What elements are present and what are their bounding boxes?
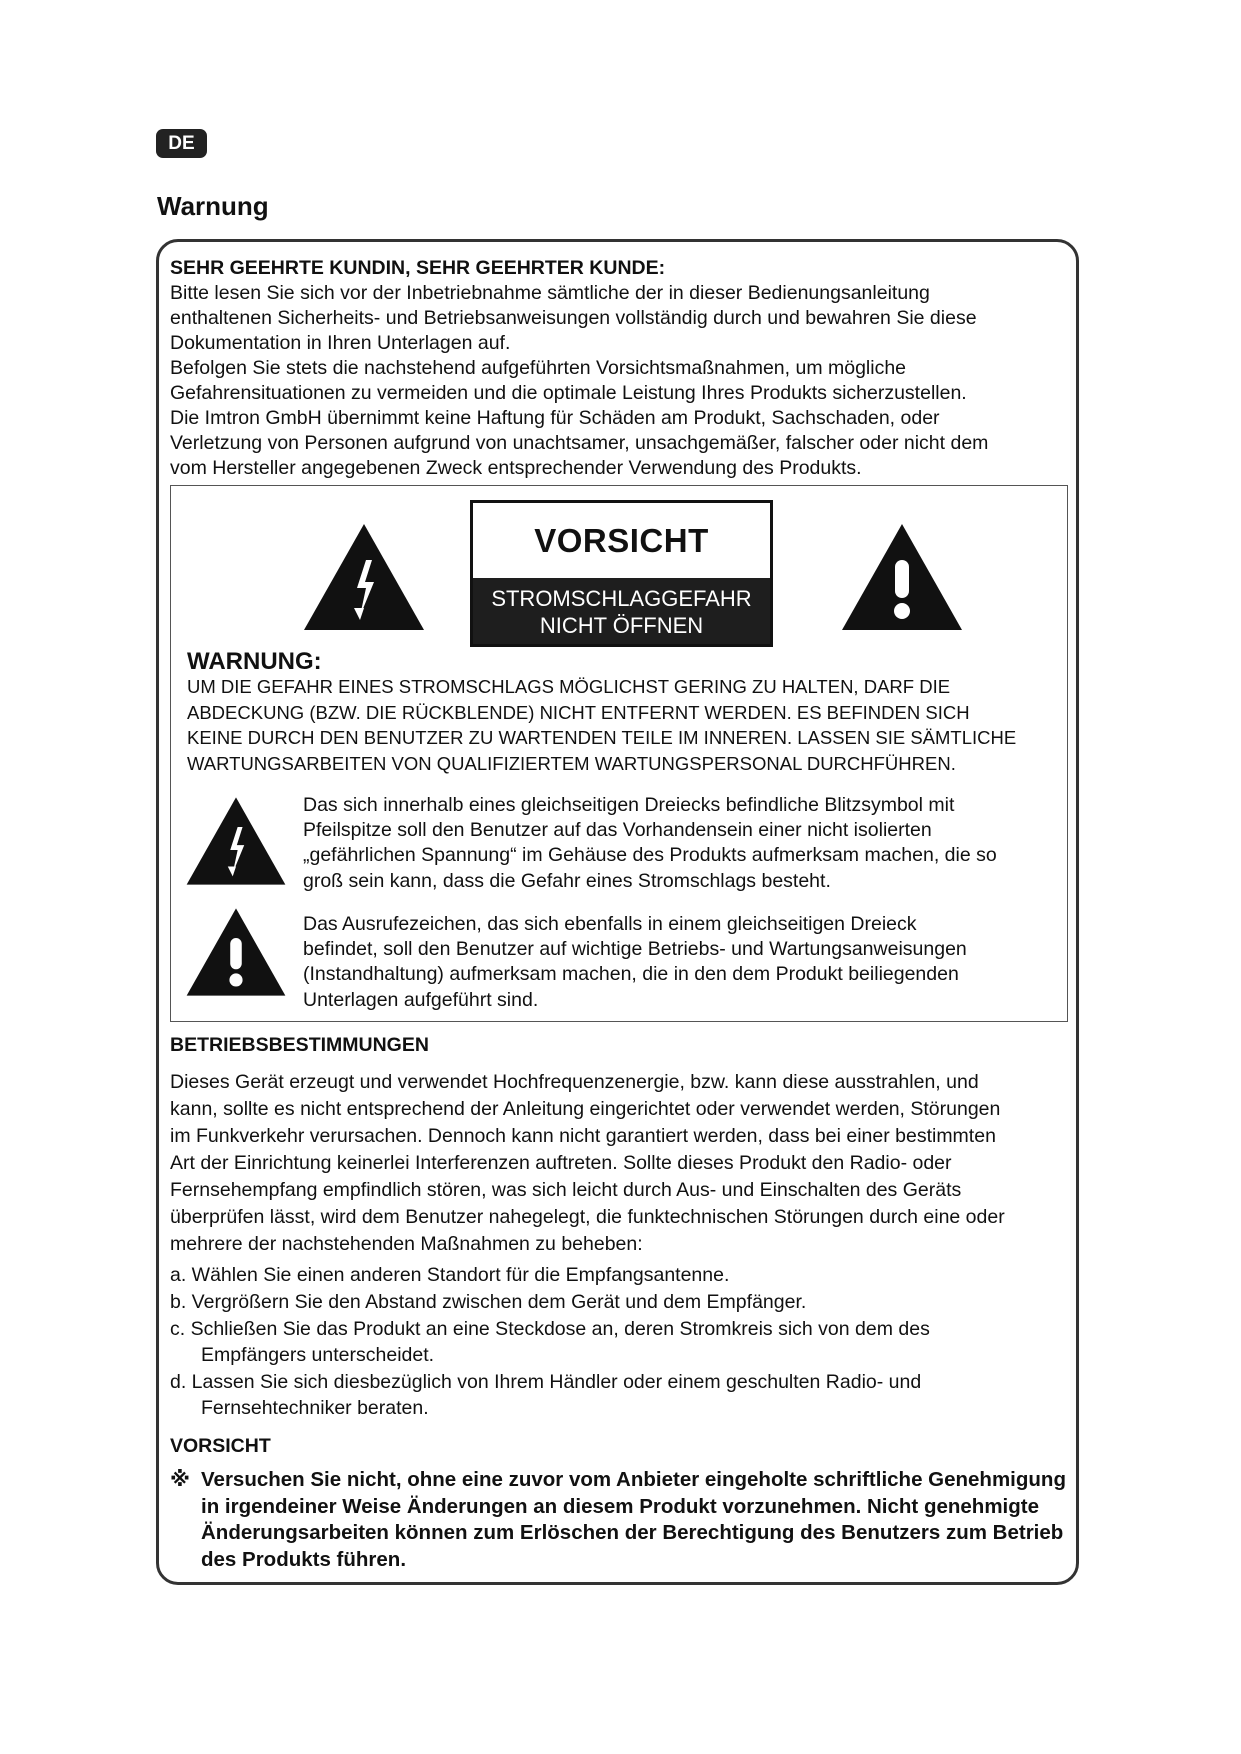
- intro-line: Dokumentation in Ihren Unterlagen auf.: [170, 332, 511, 354]
- language-badge: DE: [156, 129, 207, 158]
- warning-line: WARTUNGSARBEITEN VON QUALIFIZIERTEM WARTUNGSPERSONAL DURCHFÜHREN.: [187, 752, 956, 774]
- intro-line: Befolgen Sie stets die nachstehend aufgeführten Vorsichtsmaßnahmen, um mögliche: [170, 357, 907, 379]
- regulations-list-item: d. Lassen Sie sich diesbezüglich von Ihrem Händler oder einem geschulten Radio- und Fernsehtechniker beraten.: [170, 1371, 922, 1419]
- intro-line: Bitte lesen Sie sich vor der Inbetriebnahme sämtliche der in dieser Bedienungsanleitung: [170, 282, 930, 304]
- symbol-line: „gefährlichen Spannung“ im Gehäuse des Produkts aufmerksam machen, die so: [303, 844, 997, 867]
- intro-line: Gefahrensituationen zu vermeiden und die optimale Leistung Ihres Produkts sicherzustellen.: [170, 382, 967, 404]
- caution-label-title: VORSICHT: [534, 522, 709, 559]
- lightning-symbol-description: [303, 793, 1063, 894]
- regulations-list-item: b. Vergrößern Sie den Abstand zwischen dem Gerät und dem Empfänger.: [170, 1291, 807, 1313]
- intro-heading: SEHR GEEHRTE KUNDIN, SEHR GEEHRTER KUNDE:: [170, 257, 666, 279]
- symbol-line: groß sein kann, dass die Gefahr eines Stromschlags besteht.: [303, 869, 831, 892]
- regulations-heading: BETRIEBSBESTIMMUNGEN: [170, 1034, 429, 1056]
- caution-label-line: NICHT ÖFFNEN: [539, 613, 704, 638]
- symbol-line: Das Ausrufezeichen, das sich ebenfalls in einem gleichseitigen Dreieck: [303, 913, 917, 935]
- caution-note-text: Versuchen Sie nicht, ohne eine zuvor vom Anbieter eingeholte schriftliche Genehmigung in irgendeiner Weise Änderungen an diesem Produkt vorzunehmen. Nicht genehmigte Änderungsarbeiten können zum Erlöschen der Berechtigung des Benutzers zum Betrieb des Produkts führen.: [201, 1468, 1066, 1571]
- exclamation-symbol-description: [303, 912, 1063, 1013]
- symbol-line: (Instandhaltung) aufmerksam machen, die in den dem Produkt beiliegenden: [303, 963, 959, 986]
- regulations-text: [170, 1069, 1070, 1258]
- warning-line: KEINE DURCH DEN BENUTZER ZU WARTENDEN TEILE IM INNEREN. LASSEN SIE SÄMTLICHE: [187, 727, 1017, 748]
- warning-line: ABDECKUNG (BZW. DIE RÜCKBLENDE) NICHT ENTFERNT WERDEN. ES BEFINDEN SICH: [187, 701, 970, 723]
- exclamation-warning-icon: [840, 522, 964, 632]
- symbol-line: Pfeilspitze soll den Benutzer auf das Vorhandensein einer nicht isolierten: [303, 819, 932, 842]
- caution-heading: VORSICHT: [170, 1435, 271, 1457]
- regulations-line: Fernsehempfang empfindlich stören, was sich leicht durch Aus- und Einschalten des Geräts: [170, 1179, 962, 1201]
- regulations-list-item: a. Wählen Sie einen anderen Standort für die Empfangsantenne.: [170, 1264, 730, 1286]
- symbol-line: Das sich innerhalb eines gleichseitigen Dreiecks befindliche Blitzsymbol mit: [303, 794, 955, 816]
- caution-label-line: STROMSCHLAGGEFAHR: [491, 586, 752, 611]
- warning-line: UM DIE GEFAHR EINES STROMSCHLAGS MÖGLICHST GERING ZU HALTEN, DARF DIE: [187, 676, 951, 697]
- exclamation-symbol-icon: [185, 906, 287, 998]
- warning-text: [187, 674, 1057, 776]
- intro-line: enthaltenen Sicherheits- und Betriebsanweisungen vollständig durch und bewahren Sie diese: [170, 307, 977, 329]
- caution-label-subtitle: [473, 578, 770, 644]
- intro-line: vom Hersteller angegebenen Zweck entsprechender Verwendung des Produkts.: [170, 457, 862, 479]
- regulations-line: Dieses Gerät erzeugt und verwendet Hochfrequenzenergie, bzw. kann diese ausstrahlen, und: [170, 1071, 979, 1093]
- regulations-list-item: c. Schließen Sie das Produkt an eine Steckdose an, deren Stromkreis sich von dem des Empfängers unterscheidet.: [170, 1318, 930, 1366]
- lightning-warning-icon: [302, 522, 426, 632]
- lightning-symbol-icon: [185, 795, 287, 887]
- page-title: Warnung: [157, 191, 269, 221]
- regulations-line: mehrere der nachstehenden Maßnahmen zu beheben:: [170, 1233, 643, 1255]
- caution-note: [170, 1467, 1075, 1573]
- reference-mark-icon: ※: [170, 1468, 190, 1491]
- intro-line: Die Imtron GmbH übernimmt keine Haftung für Schäden am Produkt, Sachschaden, oder: [170, 407, 940, 429]
- warning-heading: WARNUNG:: [187, 648, 322, 675]
- regulations-line: überprüfen lässt, wird dem Benutzer nahegelegt, die funktechnischen Störungen durch eine oder: [170, 1206, 1005, 1228]
- regulations-line: kann, sollte es nicht entsprechend der Anleitung eingerichtet oder verwendet werden, Störungen: [170, 1098, 1001, 1120]
- caution-label: [470, 500, 773, 647]
- symbol-line: Unterlagen aufgeführt sind.: [303, 988, 539, 1011]
- intro-line: Verletzung von Personen aufgrund von unachtsamer, unsachgemäßer, falscher oder nicht dem: [170, 432, 989, 454]
- symbol-line: befindet, soll den Benutzer auf wichtige Betriebs- und Wartungsanweisungen: [303, 938, 967, 961]
- regulations-line: im Funkverkehr verursachen. Dennoch kann nicht garantiert werden, dass bei einer bestimmten: [170, 1125, 996, 1147]
- regulations-line: Art der Einrichtung keinerlei Interferenzen auftreten. Sollte dieses Produkt den Radio- oder: [170, 1152, 952, 1174]
